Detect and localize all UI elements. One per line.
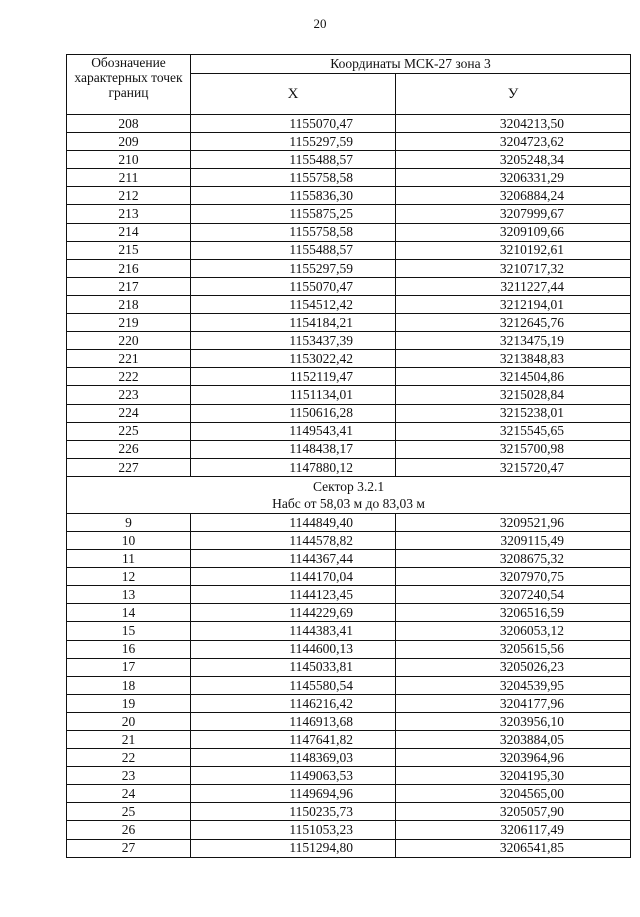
point-number: 17 [67, 658, 191, 676]
table-row [67, 586, 631, 604]
point-number: 16 [67, 640, 191, 658]
point-number: 219 [67, 314, 191, 332]
table-row [67, 295, 631, 313]
x-coordinate: 1144578,82 [191, 531, 396, 549]
x-coordinate: 1155070,47 [191, 277, 396, 295]
x-coordinate: 1149694,96 [191, 785, 396, 803]
x-coordinate: 1149543,41 [191, 422, 396, 440]
point-number: 221 [67, 350, 191, 368]
x-coordinate: 1155836,30 [191, 187, 396, 205]
table-row [67, 133, 631, 151]
point-number: 222 [67, 368, 191, 386]
table-row [67, 422, 631, 440]
table-row [67, 151, 631, 169]
point-number: 209 [67, 133, 191, 151]
table-row [67, 694, 631, 712]
point-number: 24 [67, 785, 191, 803]
y-coordinate: 3207970,75 [396, 568, 631, 586]
point-number: 227 [67, 458, 191, 476]
y-coordinate: 3204195,30 [396, 767, 631, 785]
y-coordinate: 3205057,90 [396, 803, 631, 821]
x-coordinate: 1153437,39 [191, 332, 396, 350]
x-coordinate: 1148369,03 [191, 749, 396, 767]
y-coordinate: 3207999,67 [396, 205, 631, 223]
table-row [67, 568, 631, 586]
table-row [67, 314, 631, 332]
table-row [67, 604, 631, 622]
point-number: 26 [67, 821, 191, 839]
point-number: 213 [67, 205, 191, 223]
x-coordinate: 1144229,69 [191, 604, 396, 622]
x-coordinate: 1155758,58 [191, 223, 396, 241]
table-row [67, 531, 631, 549]
x-coordinate: 1154184,21 [191, 314, 396, 332]
points-group-b [67, 513, 631, 857]
y-coordinate: 3204177,96 [396, 694, 631, 712]
x-coordinate: 1150616,28 [191, 404, 396, 422]
y-coordinate: 3214504,86 [396, 368, 631, 386]
point-number: 216 [67, 259, 191, 277]
table-row [67, 277, 631, 295]
y-coordinate: 3206541,85 [396, 839, 631, 857]
point-number: 226 [67, 440, 191, 458]
y-coordinate: 3207240,54 [396, 586, 631, 604]
x-coordinate: 1155297,59 [191, 133, 396, 151]
point-number: 20 [67, 712, 191, 730]
y-coordinate: 3209109,66 [396, 223, 631, 241]
x-coordinate: 1152119,47 [191, 368, 396, 386]
coord-system-header: Координаты МСК-27 зона 3 [191, 55, 631, 74]
point-number: 210 [67, 151, 191, 169]
x-coordinate: 1150235,73 [191, 803, 396, 821]
point-number: 214 [67, 223, 191, 241]
point-number: 223 [67, 386, 191, 404]
point-number: 15 [67, 622, 191, 640]
y-coordinate: 3215545,65 [396, 422, 631, 440]
y-coordinate: 3209521,96 [396, 513, 631, 531]
table-row [67, 767, 631, 785]
point-number: 18 [67, 676, 191, 694]
table-row [67, 712, 631, 730]
point-number: 12 [67, 568, 191, 586]
point-number: 211 [67, 169, 191, 187]
x-coordinate: 1155070,47 [191, 115, 396, 133]
x-coordinate: 1151134,01 [191, 386, 396, 404]
y-coordinate: 3213848,83 [396, 350, 631, 368]
y-coordinate: 3204723,62 [396, 133, 631, 151]
x-coordinate: 1144600,13 [191, 640, 396, 658]
y-coordinate: 3205248,34 [396, 151, 631, 169]
x-coordinate: 1155488,57 [191, 241, 396, 259]
points-group-a [67, 115, 631, 477]
y-coordinate: 3212645,76 [396, 314, 631, 332]
x-coordinate: 1144123,45 [191, 586, 396, 604]
y-coordinate: 3209115,49 [396, 531, 631, 549]
y-column-header: У [396, 74, 631, 115]
x-coordinate: 1155758,58 [191, 169, 396, 187]
y-coordinate: 3204539,95 [396, 676, 631, 694]
y-coordinate: 3203964,96 [396, 749, 631, 767]
point-number: 21 [67, 731, 191, 749]
y-coordinate: 3215720,47 [396, 458, 631, 476]
table-row [67, 640, 631, 658]
table-row [67, 241, 631, 259]
y-coordinate: 3206117,49 [396, 821, 631, 839]
y-coordinate: 3211227,44 [396, 277, 631, 295]
table-row [67, 658, 631, 676]
y-coordinate: 3212194,01 [396, 295, 631, 313]
point-number: 25 [67, 803, 191, 821]
sector-title: Сектор 3.2.1 [312, 478, 385, 494]
x-coordinate: 1147880,12 [191, 458, 396, 476]
x-coordinate: 1149063,53 [191, 767, 396, 785]
table-row [67, 332, 631, 350]
coordinates-table [66, 54, 631, 858]
x-coordinate: 1151294,80 [191, 839, 396, 857]
x-coordinate: 1144383,41 [191, 622, 396, 640]
table-row [67, 350, 631, 368]
x-coordinate: 1153022,42 [191, 350, 396, 368]
point-number: 27 [67, 839, 191, 857]
y-coordinate: 3206331,29 [396, 169, 631, 187]
x-coordinate: 1148438,17 [191, 440, 396, 458]
x-coordinate: 1145580,54 [191, 676, 396, 694]
table-row [67, 731, 631, 749]
x-coordinate: 1144367,44 [191, 550, 396, 568]
table-row [67, 550, 631, 568]
y-coordinate: 3210192,61 [396, 241, 631, 259]
point-number: 225 [67, 422, 191, 440]
table-row [67, 386, 631, 404]
y-coordinate: 3204565,00 [396, 785, 631, 803]
table-row [67, 622, 631, 640]
point-number: 23 [67, 767, 191, 785]
point-number: 218 [67, 295, 191, 313]
point-number: 19 [67, 694, 191, 712]
y-coordinate: 3206516,59 [396, 604, 631, 622]
x-coordinate: 1144170,04 [191, 568, 396, 586]
x-coordinate: 1155875,25 [191, 205, 396, 223]
y-coordinate: 3203956,10 [396, 712, 631, 730]
table-row [67, 821, 631, 839]
designation-header: Обозначение характерных точек границ [67, 55, 191, 115]
y-coordinate: 3203884,05 [396, 731, 631, 749]
y-coordinate: 3205026,23 [396, 658, 631, 676]
table-row [67, 205, 631, 223]
y-coordinate: 3206053,12 [396, 622, 631, 640]
x-coordinate: 1146913,68 [191, 712, 396, 730]
x-coordinate: 1155297,59 [191, 259, 396, 277]
point-number: 11 [67, 550, 191, 568]
y-coordinate: 3215700,98 [396, 440, 631, 458]
x-coordinate: 1146216,42 [191, 694, 396, 712]
table-row [67, 169, 631, 187]
page-number: 20 [313, 16, 327, 31]
point-number: 208 [67, 115, 191, 133]
table-row [67, 676, 631, 694]
y-coordinate: 3215238,01 [396, 404, 631, 422]
x-coordinate: 1144849,40 [191, 513, 396, 531]
x-coordinate: 1151053,23 [191, 821, 396, 839]
table-row [67, 749, 631, 767]
table-row [67, 785, 631, 803]
point-number: 10 [67, 531, 191, 549]
point-number: 217 [67, 277, 191, 295]
table-row [67, 803, 631, 821]
point-number: 9 [67, 513, 191, 531]
y-coordinate: 3204213,50 [396, 115, 631, 133]
sector-section [67, 476, 631, 513]
point-number: 212 [67, 187, 191, 205]
y-coordinate: 3215028,84 [396, 386, 631, 404]
y-coordinate: 3206884,24 [396, 187, 631, 205]
sector-heading [67, 476, 631, 513]
x-coordinate: 1154512,42 [191, 295, 396, 313]
table-row [67, 839, 631, 857]
point-number: 22 [67, 749, 191, 767]
table-row [67, 187, 631, 205]
table-row [67, 440, 631, 458]
x-coordinate: 1145033,81 [191, 658, 396, 676]
table-row [67, 513, 631, 531]
y-coordinate: 3205615,56 [396, 640, 631, 658]
y-coordinate: 3213475,19 [396, 332, 631, 350]
point-number: 13 [67, 586, 191, 604]
table-row [67, 115, 631, 133]
point-number: 224 [67, 404, 191, 422]
x-column-header: X [191, 74, 396, 115]
sector-subtitle: Набс от 58,03 м до 83,03 м [272, 495, 425, 511]
y-coordinate: 3208675,32 [396, 550, 631, 568]
y-coordinate: 3210717,32 [396, 259, 631, 277]
point-number: 220 [67, 332, 191, 350]
x-coordinate: 1155488,57 [191, 151, 396, 169]
x-coordinate: 1147641,82 [191, 731, 396, 749]
table-row [67, 223, 631, 241]
table-row [67, 368, 631, 386]
point-number: 215 [67, 241, 191, 259]
table-row [67, 404, 631, 422]
table-row [67, 259, 631, 277]
table-row [67, 458, 631, 476]
point-number: 14 [67, 604, 191, 622]
